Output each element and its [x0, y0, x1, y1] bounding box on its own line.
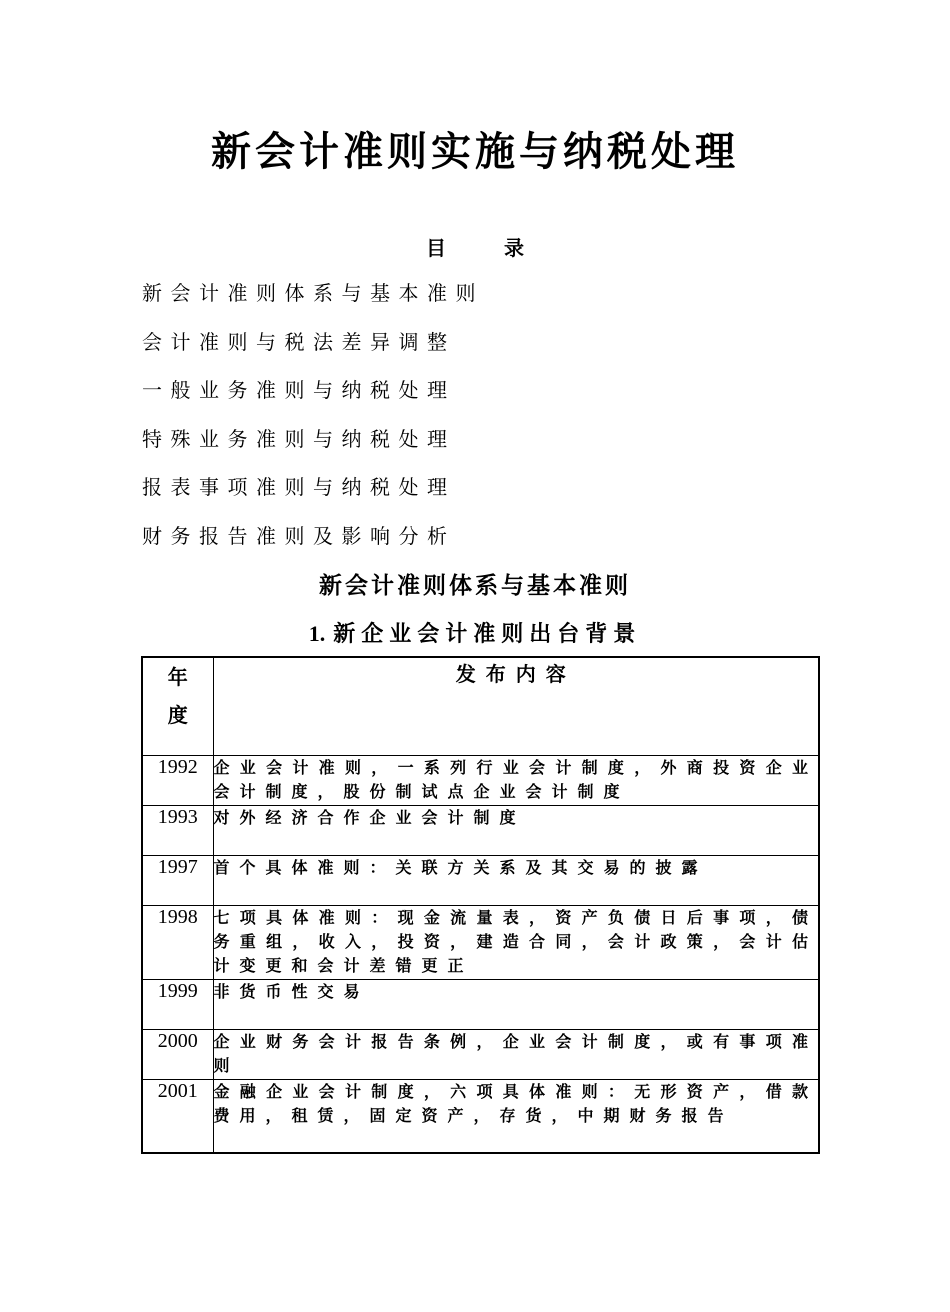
toc-item[interactable]: 报表事项准则与纳税处理	[142, 475, 456, 500]
year-cell: 1992	[142, 755, 213, 805]
table-header-row	[142, 657, 819, 755]
toc-item[interactable]: 会计准则与税法差异调整	[142, 329, 456, 354]
content-cell: 企业会计准则，一系列行业会计制度，外商投资企业会计制度，股份制试点企业会计制度	[213, 755, 819, 805]
toc-item[interactable]: 财务报告准则及影响分析	[142, 523, 456, 548]
year-cell: 1998	[142, 905, 213, 979]
header-year-line1: 年	[167, 665, 188, 689]
toc-item[interactable]: 新会计准则体系与基本准则	[142, 281, 484, 305]
table-row	[142, 855, 819, 905]
section-title: 新会计准则体系与基本准则	[319, 572, 631, 599]
table-row	[142, 979, 819, 1029]
header-content: 发布内容	[213, 657, 819, 755]
content-cell: 首个具体准则：关联方关系及其交易的披露	[213, 855, 819, 905]
header-year	[142, 657, 213, 755]
content-cell: 七项具体准则：现金流量表，资产负债日后事项，债务重组，收入，投资，建造合同，会计政策，会计估计变更和会计差错更正	[213, 905, 819, 979]
toc-item[interactable]: 一般业务准则与纳税处理	[142, 378, 456, 403]
year-cell: 2000	[142, 1029, 213, 1079]
table-row	[142, 1029, 819, 1079]
year-cell: 1993	[142, 805, 213, 855]
table-row	[142, 755, 819, 805]
content-cell: 对外经济合作企业会计制度	[213, 805, 819, 855]
table-row	[142, 905, 819, 979]
year-cell: 2001	[142, 1079, 213, 1153]
content-cell: 企业财务会计报告条例，企业会计制度，或有事项准则	[213, 1029, 819, 1079]
year-cell: 1999	[142, 979, 213, 1029]
document-title: 新会计准则实施与纳税处理	[211, 128, 739, 175]
content-cell: 非货币性交易	[213, 979, 819, 1029]
content-cell: 金融企业会计制度，六项具体准则：无形资产，借款费用，租赁，固定资产，存货，中期财务报告	[213, 1079, 819, 1153]
toc-heading-right: 录	[504, 236, 524, 260]
toc-item[interactable]: 特殊业务准则与纳税处理	[142, 426, 456, 451]
header-year-line2: 度	[167, 703, 188, 727]
toc-list	[142, 278, 484, 570]
toc-heading	[0, 232, 950, 261]
table-row	[142, 805, 819, 855]
table-row	[142, 1079, 819, 1153]
subsection-number: 1.	[308, 621, 326, 646]
year-cell: 1997	[142, 855, 213, 905]
subsection-title-text: 新企业会计准则出台背景	[333, 621, 642, 647]
standards-timeline-table	[141, 656, 820, 1154]
subsection-title	[0, 617, 950, 648]
toc-heading-left: 目	[426, 236, 446, 260]
